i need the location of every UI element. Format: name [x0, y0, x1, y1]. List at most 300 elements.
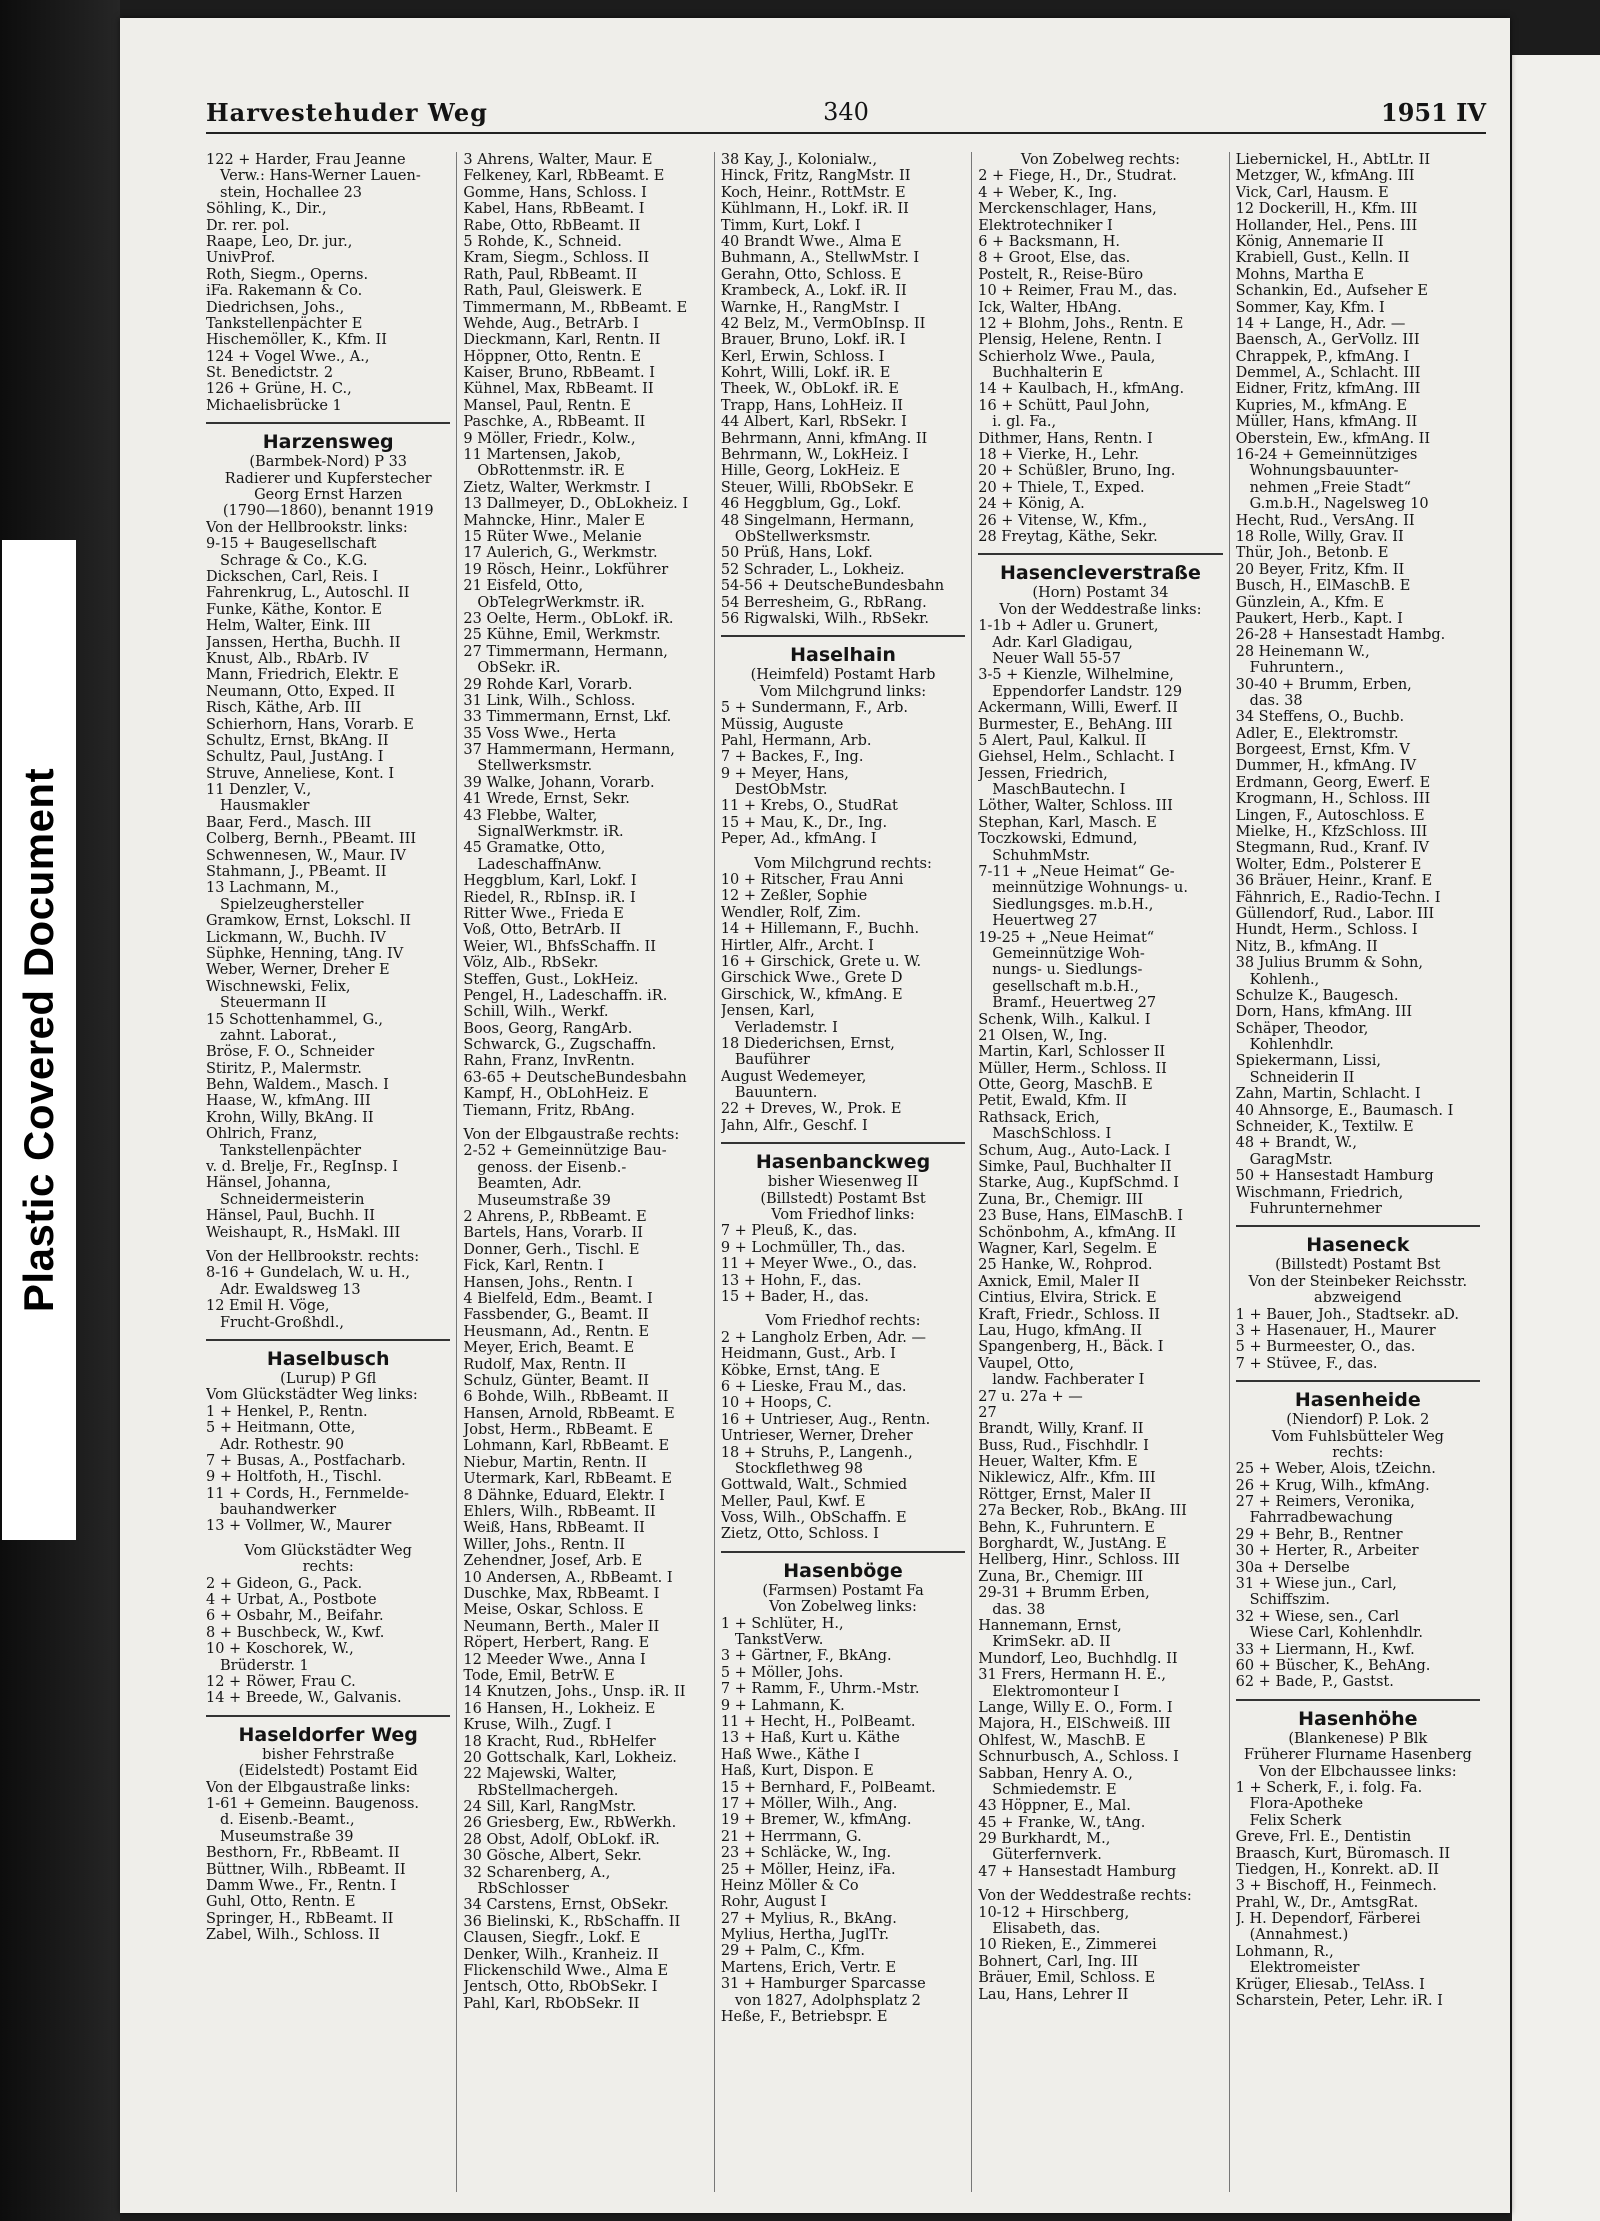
directory-entry: gesellschaft m.b.H., [992, 978, 1139, 995]
directory-entry: Elektromeister [1249, 1960, 1360, 1977]
directory-entry: Von Zobelweg links: [769, 1599, 917, 1616]
directory-entry: Hille, Georg, LokHeiz. E [720, 463, 900, 480]
directory-entry: ObRottenmstr. iR. E [477, 463, 625, 480]
directory-entry: 16-24 + Gemeinnütziges [1235, 447, 1418, 464]
directory-entry: Kühlmann, H., Lokf. iR. II [720, 201, 909, 218]
directory-entry: Hänsel, Paul, Buchh. II [206, 1208, 375, 1225]
directory-entry: 44 Albert, Karl, RbSekr. I [720, 414, 907, 431]
directory-entry: G.m.b.H., Nagelsweg 10 [1249, 496, 1429, 513]
directory-entry: (Billstedt) Postamt Bst [760, 1190, 926, 1207]
directory-entry: Paschke, A., RbBeamt. II [463, 414, 646, 431]
directory-entry: Von der Elbgaustraße rechts: [463, 1127, 680, 1144]
directory-entry: Thür, Joh., Betonb. E [1235, 545, 1389, 562]
directory-entry: nungs- u. Siedlungs- [992, 962, 1143, 979]
directory-entry: 21 Eisfeld, Otto, [463, 578, 584, 595]
directory-entry: 19 Rösch, Heinr., Lokführer [463, 561, 669, 578]
directory-entry: 26 + Vitense, W., Kfm., [978, 512, 1148, 529]
street-heading: Hasenböge [721, 1551, 965, 1583]
directory-entry: d. Eisenb.-Beamt., [220, 1812, 355, 1829]
directory-entry: Schenk, Wilh., Kalkul. I [978, 1011, 1151, 1028]
directory-entry: Colberg, Bernh., PBeamt. III [206, 831, 417, 848]
directory-entry: Schneiderin II [1249, 1069, 1355, 1086]
directory-entry: 19 + Bremer, W., kfmAng. [720, 1812, 912, 1829]
directory-entry: 2-52 + Gemeinnützige Bau- [463, 1143, 667, 1160]
directory-entry: Fassbender, G., Beamt. II [463, 1307, 649, 1324]
directory-entry: landw. Fachberater I [992, 1372, 1145, 1389]
directory-entry: 1 + Schlüter, H., [720, 1615, 844, 1632]
directory-entry: Rath, Paul, Gleiswerk. E [463, 283, 643, 300]
directory-entry: Müller, Herm., Schloss. II [978, 1060, 1167, 1077]
directory-entry: 9 Möller, Friedr., Kolw., [463, 430, 636, 447]
directory-entry: Von der Steinbeker Reichsstr. [1248, 1273, 1468, 1290]
directory-entry: Kühnel, Max, RbBeamt. II [463, 381, 654, 398]
directory-entry: genoss. der Eisenb.- [477, 1159, 627, 1176]
directory-entry: meinnützige Wohnungs- u. [992, 880, 1188, 897]
directory-entry: Dummer, H., kfmAng. IV [1235, 758, 1417, 775]
directory-entry: 42 Belz, M., VermObInsp. II [720, 315, 926, 332]
directory-entry: 6 + Osbahr, M., Beifahr. [206, 1608, 384, 1625]
directory-entry: Hecht, Rud., VersAng. II [1235, 512, 1415, 529]
directory-entry: Schnurbusch, A., Schloss. I [978, 1749, 1179, 1766]
directory-entry: Schrage & Co., K.G. [220, 552, 368, 569]
directory-entry: 11 + Krebs, O., StudRat [720, 798, 898, 815]
directory-entry: 27 [978, 1404, 997, 1421]
directory-entry: 15 Rüter Wwe., Melanie [463, 528, 642, 545]
directory-entry: Adr. Karl Gladigau, [992, 634, 1133, 651]
directory-entry: Tode, Emil, BetrW. E [463, 1667, 615, 1684]
directory-entry: 23 Oelte, Herm., ObLokf. iR. [463, 610, 674, 627]
directory-entry: das. 38 [992, 1601, 1046, 1618]
directory-entry: August Wedemeyer, [720, 1068, 867, 1085]
directory-entry: 31 + Wiese jun., Carl, [1235, 1576, 1397, 1593]
directory-entry: 30 + Herter, R., Arbeiter [1235, 1543, 1419, 1560]
directory-entry: zahnt. Laborat., [220, 1027, 337, 1044]
directory-entry: 2 + Langholz Erben, Adr. — [720, 1329, 927, 1346]
directory-entry: 26-28 + Hansestadt Hambg. [1235, 627, 1446, 644]
directory-entry: 10-12 + Hirschberg, [978, 1904, 1130, 1921]
directory-entry: 4 + Weber, K., Ing. [978, 184, 1118, 201]
directory-entry: bauhandwerker [220, 1502, 337, 1519]
directory-entry: Fahrradbewachung [1249, 1510, 1393, 1527]
directory-entry: 37 Hammermann, Hermann, [463, 742, 675, 759]
directory-entry: 17 + Möller, Wilh., Ang. [720, 1795, 898, 1812]
directory-entry: Martin, Karl, Schlosser II [978, 1044, 1166, 1061]
directory-entry: Sabban, Henry A. O., [978, 1765, 1133, 1782]
directory-entry: 122 + Harder, Frau Jeanne [206, 152, 406, 168]
directory-entry: 4 Bielfeld, Edm., Beamt. I [463, 1290, 653, 1307]
directory-entry: Bröse, F. O., Schneider [206, 1044, 375, 1061]
directory-entry: 33 Timmermann, Ernst, Lkf. [463, 709, 672, 726]
directory-entry: 16 Hansen, H., Lokheiz. E [463, 1700, 656, 1717]
directory-entry: 5 Alert, Paul, Kalkul. II [978, 732, 1147, 749]
directory-entry: Kohlenh., [1249, 971, 1320, 988]
directory-entry: Mahncke, Hinr., Maler E [463, 512, 645, 529]
directory-entry: Eppendorfer Landstr. 129 [992, 683, 1183, 700]
directory-entry: bisher Fehrstraße [262, 1746, 395, 1763]
directory-entry: Busch, H., ElMaschB. E [1235, 578, 1411, 595]
directory-entry: 29-31 + Brumm Erben, [978, 1585, 1150, 1602]
directory-entry: 2 + Fiege, H., Dr., Studrat. [978, 168, 1177, 185]
directory-entry: (Billstedt) Postamt Bst [1275, 1257, 1441, 1274]
directory-entry: Fuhruntern., [1249, 660, 1344, 677]
directory-entry: 11 + Hecht, H., PolBeamt. [720, 1713, 916, 1730]
directory-entry: 38 Julius Brumm & Sohn, [1235, 955, 1423, 972]
directory-entry: 14 + Lange, H., Adr. — [1235, 315, 1406, 332]
directory-entry: 25 Kühne, Emil, Werkmstr. [463, 627, 661, 644]
directory-entry: Sommer, Kay, Kfm. I [1235, 299, 1385, 316]
directory-entry: 6 Bohde, Wilh., RbBeamt. II [463, 1389, 669, 1406]
directory-entry: 10 + Ritscher, Frau Anni [720, 872, 904, 889]
directory-entry: 34 Steffens, O., Buchb. [1235, 709, 1405, 726]
directory-entry: Felix Scherk [1249, 1812, 1342, 1829]
directory-entry: Löther, Walter, Schloss. III [978, 798, 1173, 815]
directory-entry: 9 + Meyer, Hans, [720, 765, 849, 782]
directory-entry: rechts: [302, 1559, 354, 1576]
directory-entry: Prahl, W., Dr., AmtsgRat. [1235, 1894, 1419, 1911]
directory-entry: Günzlein, A., Kfm. E [1235, 594, 1384, 611]
directory-entry: Rathsack, Erich, [978, 1109, 1100, 1126]
directory-entry: Schmiedemstr. E [992, 1781, 1117, 1798]
directory-entry: 27 + Mylius, R., BkAng. [720, 1910, 897, 1927]
directory-entry: Von der Weddestraße links: [999, 601, 1202, 618]
directory-entry: St. Benedictstr. 2 [206, 365, 334, 382]
directory-entry: Weishaupt, R., HsMakl. III [206, 1224, 401, 1241]
directory-entry: Dickschen, Carl, Reis. I [206, 568, 379, 585]
directory-entry: Gomme, Hans, Schloss. I [463, 184, 647, 201]
directory-entry: Dr. rer. pol. [206, 217, 290, 234]
directory-entry: 54 Berresheim, G., RbRang. [720, 594, 927, 611]
directory-entry: 5 + Möller, Johs. [720, 1664, 844, 1681]
directory-entry: 25 + Weber, Alois, tZeichn. [1235, 1461, 1436, 1478]
directory-entry: Adr. Rothestr. 90 [220, 1436, 344, 1453]
directory-entry: 7 + Busas, A., Postfacharb. [206, 1452, 406, 1469]
directory-entry: Wehde, Aug., BetrArb. I [463, 315, 639, 332]
directory-entry: Siedlungsges. m.b.H., [992, 896, 1154, 913]
directory-entry: 47 + Hansestadt Hamburg [978, 1863, 1177, 1880]
directory-entry: 26 + Krug, Wilh., kfmAng. [1235, 1477, 1430, 1494]
directory-entry: Spangenberg, H., Bäck. I [978, 1339, 1164, 1356]
directory-entry: Timm, Kurt, Lokf. I [720, 217, 861, 234]
directory-entry: 25 + Möller, Heinz, iFa. [720, 1861, 896, 1878]
directory-entry: Heuertweg 27 [992, 913, 1098, 930]
directory-entry: Behn, Waldem., Masch. I [206, 1077, 389, 1094]
directory-entry: Koch, Heinr., RottMstr. E [720, 184, 906, 201]
directory-entry: Ehlers, Wilh., RbBeamt. II [463, 1504, 656, 1521]
directory-entry: Borgeest, Ernst, Kfm. V [1235, 742, 1410, 759]
directory-entry: J. H. Dependorf, Färberei [1235, 1911, 1421, 1928]
directory-entry: 38 Kay, J., Kolonialw., [720, 152, 878, 168]
directory-entry: Güterfernverk. [992, 1847, 1102, 1864]
directory-entry: 24 Sill, Karl, RangMstr. [463, 1799, 637, 1816]
directory-entry: Schäper, Theodor, [1235, 1020, 1369, 1037]
directory-entry: Gemeinnützige Woh- [992, 945, 1145, 962]
directory-entry: Vom Friedhof rechts: [765, 1313, 921, 1330]
directory-entry: Kaiser, Bruno, RbBeamt. I [463, 365, 655, 382]
directory-entry: 23 Buse, Hans, ElMaschB. I [978, 1208, 1184, 1225]
directory-entry: 63-65 + DeutscheBundesbahn [463, 1069, 687, 1086]
directory-entry: Eidner, Fritz, kfmAng. III [1235, 381, 1421, 398]
directory-entry: Niebur, Martin, Rentn. II [463, 1454, 647, 1471]
spacer [721, 848, 965, 856]
directory-entry: 2 Ahrens, P., RbBeamt. E [463, 1209, 647, 1225]
directory-entry: (Annahmest.) [1249, 1927, 1349, 1944]
directory-entry: Ohlfest, W., MaschB. E [978, 1732, 1146, 1749]
directory-entry: Springer, H., RbBeamt. II [206, 1910, 394, 1927]
directory-entry: Büttner, Wilh., RbBeamt. II [206, 1861, 406, 1878]
directory-entry: Radierer und Kupferstecher [224, 470, 432, 487]
directory-entry: Mansel, Paul, Rentn. E [463, 397, 631, 414]
directory-entry: Krüger, Eliesab., TelAss. I [1235, 1976, 1425, 1993]
directory-entry: Röttger, Ernst, Maler II [978, 1486, 1151, 1503]
directory-entry: 3 Ahrens, Walter, Maur. E [463, 152, 653, 168]
directory-entry: 29 + Behr, B., Rentner [1235, 1526, 1403, 1543]
directory-entry: Schierholz Wwe., Paula, [978, 348, 1156, 365]
directory-entry: Riedel, R., RbInsp. iR. I [463, 889, 636, 906]
directory-entry: Schum, Aug., Auto-Lack. I [978, 1142, 1171, 1159]
directory-entry: 14 Knutzen, Johs., Unsp. iR. II [463, 1684, 686, 1701]
directory-entry: 28 Obst, Adolf, ObLokf. iR. [463, 1831, 660, 1848]
directory-entry: Besthorn, Fr., RbBeamt. II [206, 1845, 400, 1862]
street-heading: Hasenheide [1236, 1380, 1480, 1412]
directory-entry: Merckenschlager, Hans, [978, 201, 1157, 218]
directory-entry: Steuermann II [220, 995, 327, 1012]
facing-page-edge [1512, 55, 1600, 2221]
directory-entry: 25 Hanke, W., Rohprod. [978, 1257, 1153, 1274]
directory-entry: Neumann, Berth., Maler II [463, 1618, 660, 1635]
directory-entry: Bauuntern. [734, 1085, 818, 1102]
directory-entry: 28 Freytag, Käthe, Sekr. [978, 528, 1158, 545]
directory-entry: RbSchlosser [477, 1881, 569, 1898]
directory-entry: 12 + Röwer, Frau C. [206, 1673, 356, 1690]
directory-entry: Jahn, Alfr., Geschf. I [720, 1117, 868, 1134]
directory-entry: Ackermann, Willi, Ewerf. II [978, 700, 1178, 717]
directory-entry: Lohmann, Karl, RbBeamt. E [463, 1438, 670, 1455]
directory-entry: 11 + Meyer Wwe., O., das. [720, 1256, 917, 1273]
directory-entry: Ohlrich, Franz, [206, 1126, 318, 1143]
directory-entry: Roth, Siegm., Operns. [206, 266, 369, 283]
directory-entry: Hansen, Johs., Rentn. I [463, 1274, 633, 1291]
directory-entry: Jentsch, Otto, RbObSekr. I [463, 1979, 658, 1996]
directory-entry: Petit, Ewald, Kfm. II [978, 1093, 1127, 1110]
directory-entry: Giehsel, Helm., Schlacht. I [978, 749, 1175, 766]
directory-entry: 32 + Wiese, sen., Carl [1235, 1608, 1400, 1625]
directory-entry: Kruse, Wilh., Zugf. I [463, 1717, 612, 1734]
directory-entry: Vom Milchgrund links: [759, 683, 927, 700]
directory-entry: Duschke, Max, RbBeamt. I [463, 1585, 660, 1602]
directory-entry: Wohnungsbauunter- [1249, 463, 1399, 480]
directory-entry: Utermark, Karl, RbBeamt. E [463, 1471, 673, 1488]
directory-entry: Girschick Wwe., Grete D [720, 970, 903, 987]
directory-entry: 26 Griesberg, Ew., RbWerkh. [463, 1815, 677, 1832]
directory-entry: Borghardt, W., JustAng. E [978, 1536, 1167, 1553]
street-heading: Hasencleverstraße [978, 553, 1222, 585]
directory-entry: 5 + Burmeester, O., das. [1235, 1339, 1416, 1356]
directory-entry: stein, Hochallee 23 [220, 184, 363, 201]
directory-entry: 43 Flebbe, Walter, [463, 807, 598, 824]
directory-entry: 14 + Hillemann, F., Buchh. [720, 921, 920, 938]
directory-entry: Hansen, Arnold, RbBeamt. E [463, 1405, 675, 1422]
directory-entry: (Blankenese) P Blk [1288, 1730, 1428, 1747]
column-3 [714, 152, 971, 2192]
directory-entry: Tankstellenpächter [220, 1142, 362, 1159]
directory-entry: Denker, Wilh., Kranheiz. II [463, 1946, 659, 1963]
directory-entry: Bartels, Hans, Vorarb. II [463, 1225, 643, 1242]
directory-entry: Hannemann, Ernst, [978, 1617, 1122, 1634]
directory-entry: Jensen, Karl, [720, 1003, 815, 1020]
directory-entry: 18 + Struhs, P., Langenh., [720, 1444, 913, 1461]
directory-entry: 1 + Henkel, P., Rentn. [206, 1403, 368, 1420]
directory-entry: Heuer, Walter, Kfm. E [978, 1454, 1138, 1471]
directory-entry: Behrmann, Anni, kfmAng. II [720, 430, 928, 447]
directory-entry: Mylius, Hertha, JuglTr. [720, 1927, 889, 1944]
directory-entry: 11 Martensen, Jakob, [463, 447, 622, 464]
directory-entry: 13 + Hohn, F., das. [720, 1272, 862, 1289]
directory-entry: Steuer, Willi, RbObSekr. E [720, 479, 914, 496]
directory-entry: Zabel, Wilh., Schloss. II [206, 1927, 380, 1944]
directory-entry: Kram, Siegm., Schloss. II [463, 250, 650, 267]
directory-entry: Diedrichsen, Johs., [206, 299, 345, 316]
directory-entry: Mundorf, Leo, Buchhdlg. II [978, 1650, 1178, 1667]
directory-entry: 46 Heggblum, Gg., Lokf. [720, 496, 902, 513]
directory-entry: Stockflethweg 98 [734, 1460, 863, 1477]
directory-entry: RbStellmachergeh. [477, 1782, 619, 1799]
directory-entry: 18 Diederichsen, Ernst, [720, 1035, 895, 1052]
directory-entry: Vaupel, Otto, [978, 1355, 1074, 1372]
directory-entry: 27 + Reimers, Veronika, [1235, 1494, 1415, 1511]
directory-entry: Höppner, Otto, Rentn. E [463, 348, 642, 365]
directory-entry: Hellberg, Hinr., Schloss. III [978, 1552, 1180, 1569]
directory-entry: Paukert, Herb., Kapt. I [1235, 610, 1403, 627]
directory-entry: (Horn) Postamt 34 [1032, 585, 1169, 602]
directory-entry: Zietz, Otto, Schloss. I [720, 1526, 879, 1543]
street-heading: Harzensweg [206, 422, 450, 454]
directory-entry: 45 + Franke, W., tAng. [978, 1814, 1146, 1831]
directory-entry: rechts: [1332, 1444, 1384, 1461]
directory-entry: Baensch, A., GerVollz. III [1235, 332, 1420, 349]
directory-entry: Röpert, Herbert, Rang. E [463, 1635, 650, 1652]
directory-entry: 24 + König, A. [978, 496, 1085, 513]
directory-entry: 126 + Grüne, H. C., [206, 381, 352, 398]
directory-entry: 10 + Koschorek, W., [206, 1641, 354, 1658]
directory-entry: Rudolf, Max, Rentn. II [463, 1356, 626, 1373]
directory-entry: iFa. Rakemann & Co. [206, 283, 363, 300]
directory-entry: Metzger, W., kfmAng. III [1235, 168, 1415, 185]
directory-entry: 52 Schrader, L., Lokheiz. [720, 561, 905, 578]
directory-entry: 50 + Hansestadt Hamburg [1235, 1168, 1434, 1185]
directory-entry: Braasch, Kurt, Büromasch. II [1235, 1845, 1451, 1862]
directory-entry: Majora, H., ElSchweiß. III [978, 1716, 1171, 1733]
directory-entry: 41 Wrede, Ernst, Sekr. [463, 791, 630, 808]
directory-entry: 30a + Derselbe [1235, 1559, 1350, 1576]
directory-entry: Krogmann, H., Schloss. III [1235, 791, 1431, 808]
directory-entry: Bauführer [734, 1052, 810, 1069]
directory-entry: 16 + Girschick, Grete u. W. [720, 953, 922, 970]
directory-entry: Vom Glückstädter Weg links: [206, 1387, 418, 1404]
directory-entry: 30 Gösche, Albert, Sekr. [463, 1848, 642, 1865]
directory-entry: Lau, Hans, Lehrer II [978, 1986, 1129, 2003]
directory-entry: 9-15 + Baugesellschaft [206, 536, 377, 553]
directory-entry: 32 Scharenberg, A., [463, 1864, 611, 1881]
directory-entry: Wendler, Rolf, Zim. [720, 904, 861, 921]
directory-entry: Von der Hellbrookstr. links: [206, 519, 408, 536]
directory-entry: KrimSekr. aD. II [992, 1634, 1111, 1651]
directory-entry: Tankstellenpächter E [206, 315, 363, 332]
directory-entry: Elisabeth, das. [992, 1921, 1101, 1938]
directory-entry: Schankin, Ed., Aufseher E [1235, 283, 1428, 300]
directory-entry: Chrappek, P., kfmAng. I [1235, 348, 1410, 365]
directory-entry: 21 Olsen, W., Ing. [978, 1027, 1108, 1044]
directory-entry: 7 + Ramm, F., Uhrm.-Mstr. [720, 1681, 920, 1698]
directory-entry: Rahn, Franz, InvRentn. [463, 1053, 635, 1070]
directory-entry: 9 + Holtfoth, H., Tischl. [206, 1469, 382, 1486]
directory-entry: Müssig, Auguste [720, 716, 844, 733]
directory-entry: Brandt, Willy, Kranf. II [978, 1421, 1144, 1438]
directory-entry: (1790—1860), benannt 1919 [222, 503, 434, 520]
directory-entry: Buchhalterin E [992, 365, 1103, 382]
column-2 [456, 152, 713, 2192]
directory-entry: Dieckmann, Karl, Rentn. II [463, 332, 661, 349]
page-number: 340 [823, 98, 869, 126]
directory-entry: Stegmann, Rud., Kranf. IV [1235, 840, 1429, 857]
directory-entry: Pengel, H., Ladeschaffn. iR. [463, 987, 668, 1004]
directory-entry: Wischnewski, Felix, [206, 978, 351, 995]
directory-entry: Kerl, Erwin, Schloss. I [720, 348, 885, 365]
directory-entry: 2 + Gideon, G., Pack. [206, 1575, 363, 1592]
directory-entry: 10 Andersen, A., RbBeamt. I [463, 1569, 673, 1586]
directory-entry: Girschick, W., kfmAng. E [720, 986, 903, 1003]
directory-entry: Schneidermeisterin [220, 1191, 365, 1208]
directory-entry: 27a Becker, Rob., BkAng. III [978, 1503, 1187, 1520]
directory-entry: Gerahn, Otto, Schloss. E [720, 266, 902, 283]
directory-entry: Vom Milchgrund rechts: [754, 855, 932, 872]
directory-entry: Güllendorf, Rud., Labor. III [1235, 905, 1435, 922]
directory-entry: Rohr, August I [720, 1894, 827, 1911]
directory-entry: 3 + Bischoff, H., Feinmech. [1235, 1878, 1437, 1895]
directory-entry: Untrieser, Werner, Dreher [720, 1428, 913, 1445]
directory-entry: 9 + Lochmüller, Th., das. [720, 1239, 906, 1256]
directory-entry: Bramf., Heuertweg 27 [992, 995, 1157, 1012]
column-4 [971, 152, 1228, 2192]
header-street-name: Harvestehuder Weg [206, 98, 488, 127]
street-heading: Haseldorfer Weg [206, 1715, 450, 1747]
directory-entry: v. d. Brelje, Fr., RegInsp. I [206, 1159, 399, 1176]
directory-entry: Köbke, Ernst, tAng. E [720, 1362, 880, 1379]
street-heading: Hasenhöhe [1236, 1699, 1480, 1731]
directory-entry: Stiritz, P., Malermstr. [206, 1060, 362, 1077]
directory-entry: 29 Burkhardt, M., [978, 1831, 1111, 1848]
directory-entry: Clausen, Siegfr., Lokf. E [463, 1930, 641, 1947]
directory-entry: Schulze K., Baugesch. [1235, 987, 1399, 1004]
directory-entry: Söhling, K., Dir., [206, 201, 327, 218]
directory-entry: 29 + Palm, C., Kfm. [720, 1943, 865, 1960]
column-1 [206, 152, 456, 2192]
directory-entry: Kupries, M., kfmAng. E [1235, 397, 1408, 414]
directory-entry: 48 + Brandt, W., [1235, 1135, 1357, 1152]
directory-entry: Schultz, Paul, JustAng. I [206, 749, 384, 766]
directory-entry: Elektrotechniker I [978, 217, 1113, 234]
directory-entry: 6 + Backsmann, H. [978, 233, 1121, 250]
directory-entry: 36 Bielinski, K., RbSchaffn. II [463, 1913, 681, 1930]
directory-entry: Stahmann, J., PBeamt. II [206, 864, 387, 881]
directory-entry: Krambeck, A., Lokf. iR. II [720, 283, 907, 300]
directory-entry: Rabe, Otto, RbBeamt. II [463, 217, 641, 234]
directory-entry: 12 + Blohm, Johs., Rentn. E [978, 315, 1184, 332]
directory-entry: 5 + Heitmann, Otte, [206, 1420, 356, 1437]
directory-entry: 10 Rieken, E., Zimmerei [978, 1937, 1157, 1954]
directory-entry: 27 Timmermann, Hermann, [463, 643, 668, 660]
directory-entry: Spielzeughersteller [220, 896, 364, 913]
directory-entry: das. 38 [1249, 692, 1303, 709]
